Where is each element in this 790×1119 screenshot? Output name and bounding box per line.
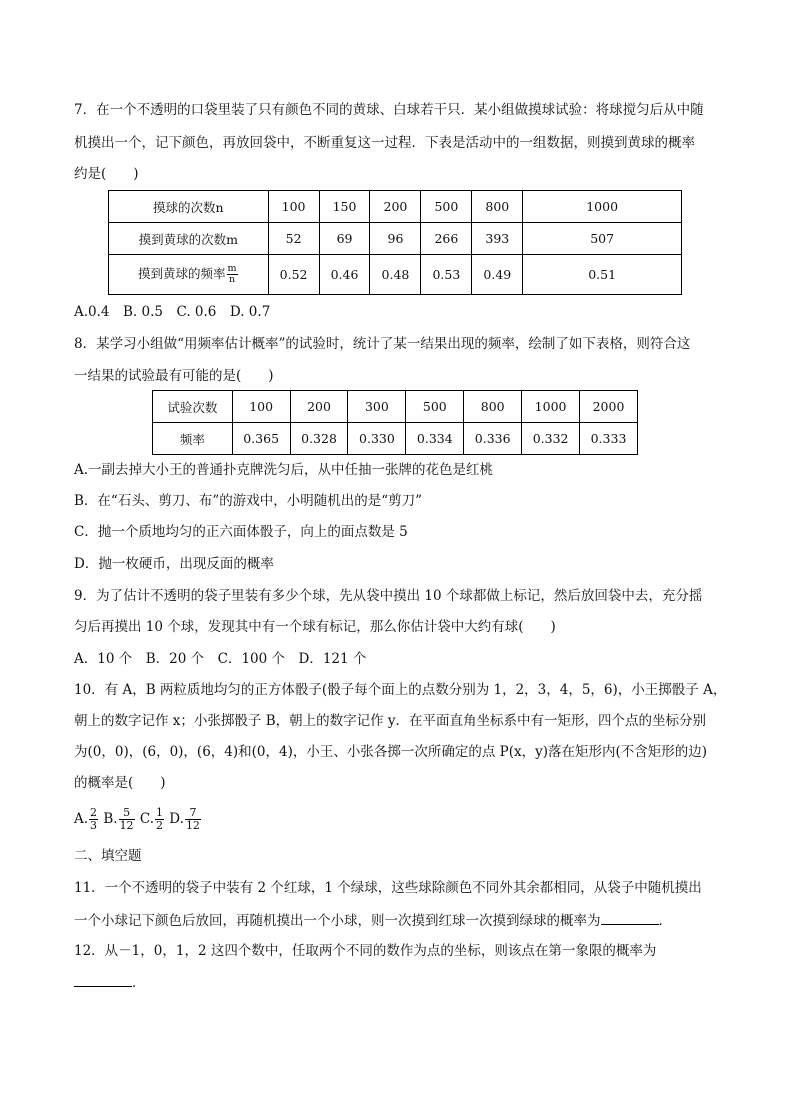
q7-line2: 机摸出一个，记下颜色，再放回袋中，不断重复这一过程．下表是活动中的一组数据，则摸到黄球的概率 xyxy=(74,135,695,151)
q12-line2 xyxy=(74,972,146,993)
frac-denominator: 12 xyxy=(119,819,134,832)
q7-cell: 800 xyxy=(472,191,523,223)
q11-answer-blank[interactable] xyxy=(601,910,659,925)
q11-line2-text: 一个小球记下颜色后放回，再随机摸出一个小球，则一次摸到红球一次摸到绿球的概率为 xyxy=(74,913,601,929)
q11-line2 xyxy=(74,910,672,931)
frac-numerator: 5 xyxy=(119,807,135,820)
q8-row-freqs xyxy=(153,423,638,455)
q7-cell: 0.53 xyxy=(421,255,472,295)
q7-cell: 52 xyxy=(268,223,319,255)
q8-line1: 8．某学习小组做“用频率估计概率”的试验时，统计了某一结果出现的频率，绘制了如下表格，则符合这 xyxy=(74,336,691,352)
q10-option-b-label: B. xyxy=(103,811,118,827)
q12-answer-blank[interactable] xyxy=(74,972,132,987)
q8-cell: 0.334 xyxy=(406,423,464,455)
q10-line4: 的概率是( ) xyxy=(74,775,166,791)
q10-option-a-label: A. xyxy=(74,811,89,827)
q12-end-punct: ． xyxy=(132,975,146,991)
q7-line3: 约是( ) xyxy=(74,166,139,182)
q7-cell: 500 xyxy=(421,191,472,223)
q10-line2: 朝上的数字记作 x；小张掷骰子 B，朝上的数字记作 y．在平面直角坐标系中有一矩形，四个点的坐标分别 xyxy=(74,713,707,729)
q7-cell: 0.52 xyxy=(268,255,319,295)
frac-numerator: m xyxy=(227,263,237,274)
q8-cell: 0.328 xyxy=(290,423,348,455)
q7-cell: 507 xyxy=(523,223,682,255)
q10-line1: 10．有 A，B 两粒质地均匀的正方体骰子(骰子每个面上的点数分别为 1，2，3，4，5，6)，小王掷骰子 A， xyxy=(74,682,727,698)
q7-row-label: 摸到黄球的次数m xyxy=(109,223,269,255)
frac-denominator: n xyxy=(228,274,236,285)
q8-option-a: A.一副去掉大小王的普通扑克牌洗匀后，从中任抽一张牌的花色是红桃 xyxy=(74,462,494,478)
q7-cell: 266 xyxy=(421,223,472,255)
q7-freq-fraction xyxy=(227,264,238,285)
frac-denominator: 12 xyxy=(185,819,200,832)
q10-option-d-label: D. xyxy=(169,811,184,827)
q8-option-d: D．抛一枚硬币，出现反面的概率 xyxy=(74,556,274,572)
q8-table xyxy=(152,390,638,455)
q10-option-b-fraction xyxy=(119,807,135,832)
q7-cell: 1000 xyxy=(523,191,682,223)
q10-line3: 为(0，0)，(6，0)，(6，4)和(0，4)，小王、小张各掷一次所确定的点 P(x，y)落在矩形内(不含矩形的边) xyxy=(74,744,708,760)
frac-numerator: 2 xyxy=(90,806,98,819)
q7-row-label: 摸球的次数n xyxy=(109,191,269,223)
q8-cell: 500 xyxy=(406,391,464,423)
q7-cell: 0.46 xyxy=(319,255,370,295)
q10-option-c-label: C. xyxy=(139,811,154,827)
frac-numerator: 1 xyxy=(156,806,163,819)
q9-line2: 匀后再摸出 10 个球，发现其中有一个球有标记，那么你估计袋中大约有球( ) xyxy=(74,619,556,635)
q7-cell: 0.49 xyxy=(472,255,523,295)
q8-cell: 0.336 xyxy=(464,423,522,455)
q7-row-label xyxy=(109,255,269,295)
q8-option-b: B．在“石头、剪刀、布”的游戏中，小明随机出的是“剪刀” xyxy=(74,493,423,509)
q8-row-counts xyxy=(153,391,638,423)
q8-cell: 1000 xyxy=(522,391,580,423)
q7-cell: 96 xyxy=(370,223,421,255)
q7-cell: 0.48 xyxy=(370,255,421,295)
q8-cell: 100 xyxy=(232,391,290,423)
q7-row-n xyxy=(109,191,682,223)
q8-row-label: 频率 xyxy=(153,423,233,455)
q8-line2: 一结果的试验最有可能的是( ) xyxy=(74,368,274,384)
q8-cell: 0.333 xyxy=(580,423,638,455)
q7-cell: 200 xyxy=(370,191,421,223)
q10-options xyxy=(74,802,202,836)
q7-cell: 100 xyxy=(268,191,319,223)
q7-row-m xyxy=(109,223,682,255)
q8-cell: 0.330 xyxy=(348,423,406,455)
q8-cell: 200 xyxy=(290,391,348,423)
frac-numerator: 7 xyxy=(185,807,201,820)
q7-options: A.0.4 B. 0.5 C. 0.6 D. 0.7 xyxy=(74,304,271,320)
q9-line1: 9．为了估计不透明的袋子里装有多少个球，先从袋中摸出 10 个球都做上标记，然后放回袋中去，充分摇 xyxy=(74,588,703,604)
q8-cell: 800 xyxy=(464,391,522,423)
q10-option-d-fraction xyxy=(185,807,201,832)
q9-options: A．10 个 B．20 个 C．100 个 D．121 个 xyxy=(74,651,367,667)
frac-denominator: 3 xyxy=(90,819,98,832)
q7-table xyxy=(108,190,682,295)
section-heading: 二、填空题 xyxy=(74,848,142,864)
q7-cell: 150 xyxy=(319,191,370,223)
q7-cell: 0.51 xyxy=(523,255,682,295)
q10-option-a-fraction xyxy=(89,807,98,832)
q8-option-c: C．抛一个质地均匀的正六面体骰子，向上的面点数是 5 xyxy=(74,524,408,540)
q12-line1: 12．从－1，0，1，2 这四个数中，任取两个不同的数作为点的坐标，则该点在第一象限的概率为 xyxy=(74,943,657,959)
q11-line1: 11．一个不透明的袋子中装有 2 个红球，1 个绿球，这些球除颜色不同外其余都相同，从袋子中随机摸出 xyxy=(74,880,702,896)
q8-cell: 0.332 xyxy=(522,423,580,455)
q10-option-c-fraction xyxy=(155,807,164,832)
frac-denominator: 2 xyxy=(156,819,163,832)
q8-row-label: 试验次数 xyxy=(153,391,233,423)
q7-line1: 7．在一个不透明的口袋里装了只有颜色不同的黄球、白球若干只．某小组做摸球试验：将球搅匀后从中随 xyxy=(74,102,704,118)
q7-row-freq xyxy=(109,255,682,295)
q7-freq-label: 摸到黄球的频率 xyxy=(138,266,226,281)
q11-end-punct: ． xyxy=(658,913,672,929)
q8-cell: 0.365 xyxy=(232,423,290,455)
q8-cell: 2000 xyxy=(580,391,638,423)
q7-cell: 393 xyxy=(472,223,523,255)
q8-cell: 300 xyxy=(348,391,406,423)
q7-cell: 69 xyxy=(319,223,370,255)
